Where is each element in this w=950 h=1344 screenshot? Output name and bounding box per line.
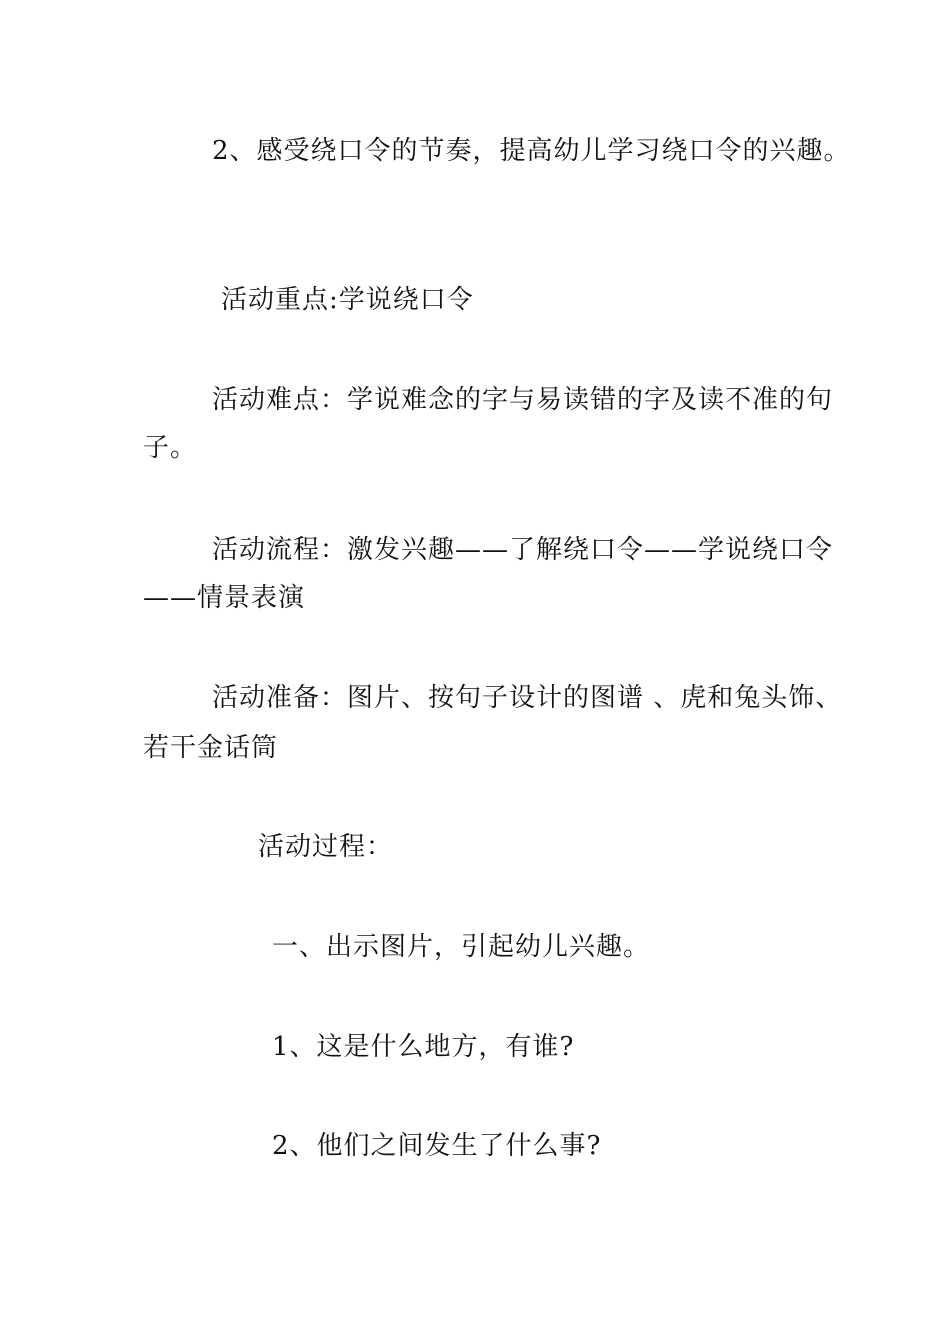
activity-difficulty-line2: 子。 [143, 433, 198, 463]
activity-focus: 活动重点:学说绕口令 [221, 285, 474, 315]
activity-prep-line2: 若干金话筒 [143, 733, 279, 763]
question-2: 2、他们之间发生了什么事? [272, 1131, 602, 1161]
activity-flow-line2: ——情景表演 [143, 583, 306, 613]
activity-difficulty-line1: 活动难点：学说难念的字与易读错的字及读不准的句 [212, 385, 834, 415]
question-1: 1、这是什么地方，有谁? [272, 1032, 575, 1062]
activity-prep-line1: 活动准备：图片、按句子设计的图谱 、虎和兔头饰、 [212, 683, 843, 713]
activity-flow-line1: 活动流程：激发兴趣——了解绕口令——学说绕口令 [212, 535, 834, 565]
step-1-heading: 一、出示图片，引起幼儿兴趣。 [272, 932, 651, 962]
activity-process-heading: 活动过程： [258, 832, 394, 862]
goal-2-text: 2、感受绕口令的节奏，提高幼儿学习绕口令的兴趣。 [212, 136, 851, 166]
